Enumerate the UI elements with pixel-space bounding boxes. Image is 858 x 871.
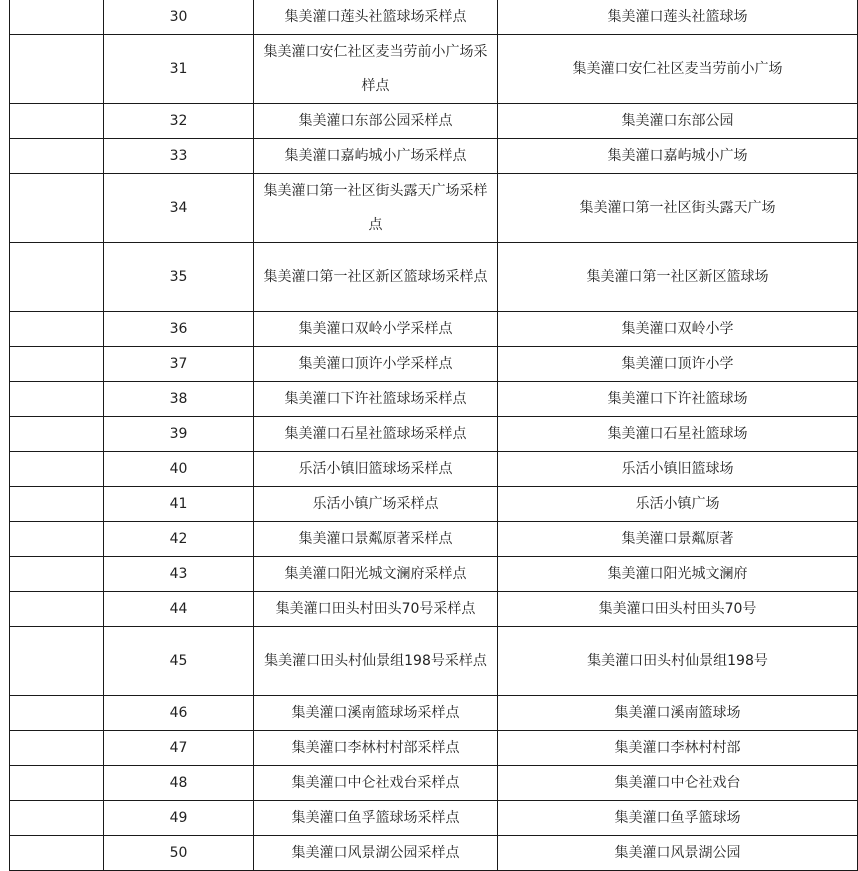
blank-cell bbox=[10, 731, 104, 766]
site-location-cell: 集美灌口安仁社区麦当劳前小广场 bbox=[498, 35, 858, 104]
site-name-text: 集美灌口溪南篮球场采样点 bbox=[291, 705, 460, 721]
row-number-cell: 34 bbox=[104, 174, 254, 243]
site-name-cell bbox=[254, 522, 498, 557]
site-name-cell bbox=[254, 592, 498, 627]
blank-cell bbox=[10, 557, 104, 592]
row-number-cell: 36 bbox=[104, 312, 254, 347]
site-name-text: 乐活小镇旧篮球场采样点 bbox=[298, 461, 453, 477]
site-name-cell bbox=[254, 139, 498, 174]
site-name-cell bbox=[254, 174, 498, 243]
site-location-cell: 集美灌口溪南篮球场 bbox=[498, 696, 858, 731]
row-number-cell: 50 bbox=[104, 836, 254, 871]
site-location-cell: 集美灌口景粼原著 bbox=[498, 522, 858, 557]
site-location-cell: 集美灌口风景湖公园 bbox=[498, 836, 858, 871]
row-number-cell: 42 bbox=[104, 522, 254, 557]
table-row bbox=[10, 104, 858, 139]
blank-cell bbox=[10, 801, 104, 836]
site-location-cell: 集美灌口石星社篮球场 bbox=[498, 417, 858, 452]
row-number-cell: 30 bbox=[104, 0, 254, 35]
row-number-cell: 48 bbox=[104, 766, 254, 801]
site-name-cell bbox=[254, 417, 498, 452]
blank-cell bbox=[10, 382, 104, 417]
blank-cell bbox=[10, 104, 104, 139]
blank-cell bbox=[10, 139, 104, 174]
blank-cell bbox=[10, 347, 104, 382]
row-number-cell: 49 bbox=[104, 801, 254, 836]
table-row bbox=[10, 766, 858, 801]
site-name-text: 集美灌口第一社区街头露天广场采样点 bbox=[263, 183, 488, 233]
table-row bbox=[10, 452, 858, 487]
site-location-cell: 乐活小镇旧篮球场 bbox=[498, 452, 858, 487]
site-location-cell: 集美灌口第一社区街头露天广场 bbox=[498, 174, 858, 243]
row-number-cell: 47 bbox=[104, 731, 254, 766]
site-name-text: 集美灌口嘉屿城小广场采样点 bbox=[284, 148, 467, 164]
blank-cell bbox=[10, 836, 104, 871]
site-name-cell bbox=[254, 0, 498, 35]
row-number-cell: 37 bbox=[104, 347, 254, 382]
site-name-cell bbox=[254, 487, 498, 522]
row-number-cell: 32 bbox=[104, 104, 254, 139]
site-name-cell bbox=[254, 312, 498, 347]
site-location-cell: 集美灌口下许社篮球场 bbox=[498, 382, 858, 417]
table-row bbox=[10, 35, 858, 104]
blank-cell bbox=[10, 452, 104, 487]
site-location-cell: 集美灌口东部公园 bbox=[498, 104, 858, 139]
site-location-cell: 集美灌口第一社区新区篮球场 bbox=[498, 243, 858, 312]
table-row bbox=[10, 627, 858, 696]
blank-cell bbox=[10, 35, 104, 104]
row-number-cell: 41 bbox=[104, 487, 254, 522]
blank-cell bbox=[10, 696, 104, 731]
site-location-cell: 集美灌口李林村村部 bbox=[498, 731, 858, 766]
site-name-cell bbox=[254, 696, 498, 731]
row-number-cell: 39 bbox=[104, 417, 254, 452]
table-body bbox=[10, 0, 858, 871]
sampling-sites-table bbox=[9, 0, 858, 871]
site-name-text: 集美灌口东部公园采样点 bbox=[298, 113, 453, 129]
table-row bbox=[10, 243, 858, 312]
site-name-cell bbox=[254, 382, 498, 417]
site-name-text: 集美灌口鱼孚篮球场采样点 bbox=[291, 810, 460, 826]
site-name-cell bbox=[254, 731, 498, 766]
table-row bbox=[10, 174, 858, 243]
row-number-cell: 43 bbox=[104, 557, 254, 592]
row-number-cell: 44 bbox=[104, 592, 254, 627]
blank-cell bbox=[10, 627, 104, 696]
site-location-cell: 集美灌口顶许小学 bbox=[498, 347, 858, 382]
row-number-cell: 40 bbox=[104, 452, 254, 487]
table-row bbox=[10, 801, 858, 836]
site-name-text: 集美灌口顶许小学采样点 bbox=[298, 356, 453, 372]
site-name-text: 集美灌口石星社篮球场采样点 bbox=[284, 426, 467, 442]
site-name-text: 集美灌口李林村村部采样点 bbox=[291, 740, 460, 756]
site-name-text: 集美灌口中仑社戏台采样点 bbox=[291, 775, 460, 791]
table-row bbox=[10, 592, 858, 627]
site-name-text: 集美灌口田头村田头70号采样点 bbox=[275, 601, 476, 617]
table-row bbox=[10, 487, 858, 522]
site-name-cell bbox=[254, 627, 498, 696]
site-name-cell bbox=[254, 836, 498, 871]
site-name-text: 集美灌口田头村仙景组198号采样点 bbox=[264, 653, 487, 669]
site-location-cell: 集美灌口莲头社篮球场 bbox=[498, 0, 858, 35]
table-row bbox=[10, 382, 858, 417]
site-name-text: 集美灌口阳光城文澜府采样点 bbox=[284, 566, 467, 582]
site-name-text: 集美灌口下许社篮球场采样点 bbox=[284, 391, 467, 407]
site-location-cell: 乐活小镇广场 bbox=[498, 487, 858, 522]
site-name-text: 集美灌口双岭小学采样点 bbox=[298, 321, 453, 337]
site-name-text: 集美灌口景粼原著采样点 bbox=[298, 531, 453, 547]
site-name-text: 集美灌口第一社区新区篮球场采样点 bbox=[263, 269, 488, 285]
site-name-text: 乐活小镇广场采样点 bbox=[312, 496, 439, 512]
site-location-cell: 集美灌口双岭小学 bbox=[498, 312, 858, 347]
site-location-cell: 集美灌口嘉屿城小广场 bbox=[498, 139, 858, 174]
table-row bbox=[10, 522, 858, 557]
site-location-cell: 集美灌口阳光城文澜府 bbox=[498, 557, 858, 592]
row-number-cell: 45 bbox=[104, 627, 254, 696]
site-name-text: 集美灌口莲头社篮球场采样点 bbox=[284, 9, 467, 25]
table-row bbox=[10, 836, 858, 871]
table-row bbox=[10, 139, 858, 174]
table-row bbox=[10, 0, 858, 35]
row-number-cell: 33 bbox=[104, 139, 254, 174]
site-name-cell bbox=[254, 557, 498, 592]
table-row bbox=[10, 557, 858, 592]
row-number-cell: 46 bbox=[104, 696, 254, 731]
site-name-text: 集美灌口安仁社区麦当劳前小广场采样点 bbox=[263, 44, 488, 94]
site-name-cell bbox=[254, 801, 498, 836]
site-name-cell bbox=[254, 104, 498, 139]
blank-cell bbox=[10, 522, 104, 557]
table-row bbox=[10, 696, 858, 731]
site-name-cell bbox=[254, 243, 498, 312]
blank-cell bbox=[10, 487, 104, 522]
row-number-cell: 31 bbox=[104, 35, 254, 104]
blank-cell bbox=[10, 417, 104, 452]
row-number-cell: 35 bbox=[104, 243, 254, 312]
site-name-text: 集美灌口风景湖公园采样点 bbox=[291, 845, 460, 861]
table-row bbox=[10, 312, 858, 347]
blank-cell bbox=[10, 592, 104, 627]
blank-cell bbox=[10, 0, 104, 35]
blank-cell bbox=[10, 766, 104, 801]
table-row bbox=[10, 417, 858, 452]
site-name-cell bbox=[254, 766, 498, 801]
table-row bbox=[10, 731, 858, 766]
site-location-cell: 集美灌口田头村仙景组198号 bbox=[498, 627, 858, 696]
site-name-cell bbox=[254, 452, 498, 487]
blank-cell bbox=[10, 174, 104, 243]
blank-cell bbox=[10, 243, 104, 312]
site-name-cell bbox=[254, 35, 498, 104]
table-row bbox=[10, 347, 858, 382]
site-name-cell bbox=[254, 347, 498, 382]
site-location-cell: 集美灌口中仑社戏台 bbox=[498, 766, 858, 801]
site-location-cell: 集美灌口鱼孚篮球场 bbox=[498, 801, 858, 836]
row-number-cell: 38 bbox=[104, 382, 254, 417]
blank-cell bbox=[10, 312, 104, 347]
site-location-cell: 集美灌口田头村田头70号 bbox=[498, 592, 858, 627]
